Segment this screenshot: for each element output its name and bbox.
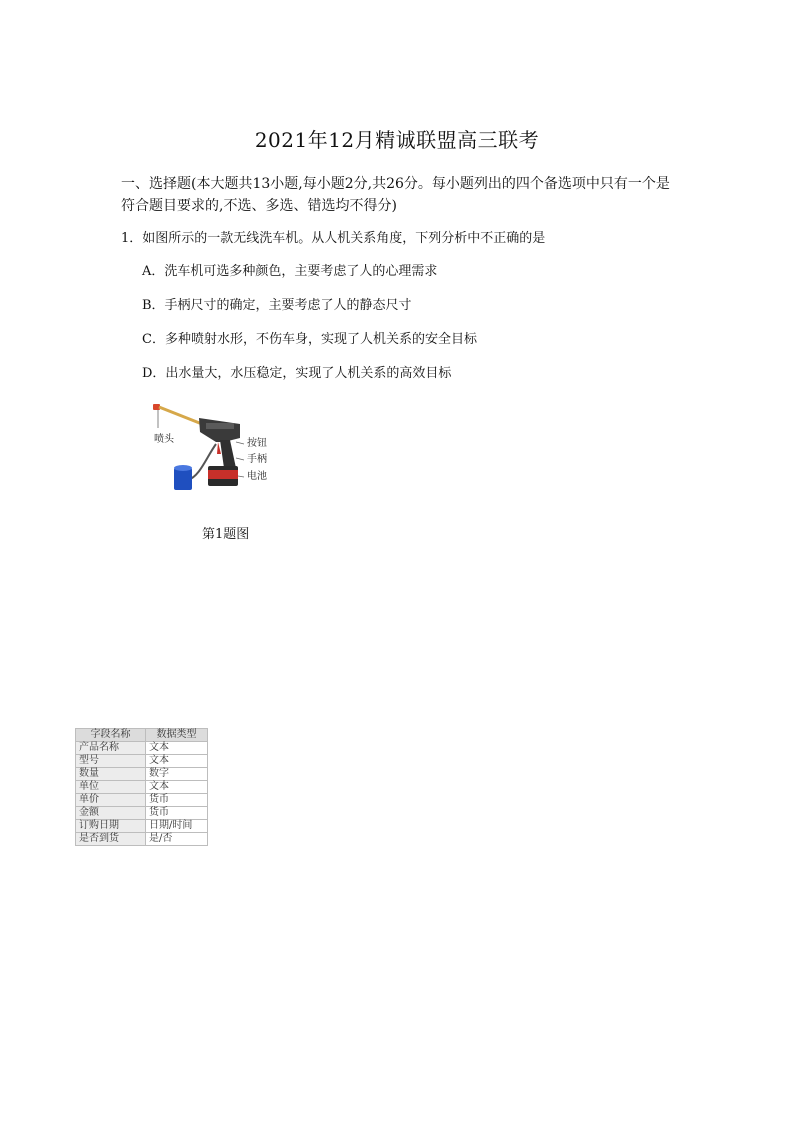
table-row: [76, 833, 208, 846]
page-title: 2021年12月精诚联盟高三联考: [254, 128, 540, 152]
table-cell-field-name: 数量: [76, 768, 146, 781]
table-cell-data-type: 货币: [146, 807, 208, 820]
table-cell-field-name: 金额: [76, 807, 146, 820]
gun-handle: [220, 440, 236, 468]
table-row: [76, 807, 208, 820]
question-1-option-a: A．洗车机可选多种颜色，主要考虑了人的心理需求: [142, 264, 438, 279]
section-instructions-line-1: 一、选择题(本大题共13小题,每小题2分,共26分。每小题列出的四个备选项中只有一个是: [121, 176, 670, 192]
table-cell-data-type: 文本: [146, 755, 208, 768]
table-row: [76, 768, 208, 781]
section-instructions-line-2: 符合题目要求的,不选、多选、错选均不得分): [121, 198, 397, 214]
table-cell-field-name: 是否到货: [76, 833, 146, 846]
table-row: [76, 820, 208, 833]
figure-label-battery: 电池: [247, 471, 267, 482]
table-cell-data-type: 文本: [146, 781, 208, 794]
table-row: [76, 742, 208, 755]
question-1-stem: 1．如图所示的一款无线洗车机。从人机关系角度，下列分析中不正确的是: [121, 231, 546, 246]
table-cell-field-name: 单价: [76, 794, 146, 807]
table-cell-field-name: 产品名称: [76, 742, 146, 755]
table-header-field-name: 字段名称: [76, 729, 146, 742]
figure-label-nozzle: 喷头: [154, 434, 174, 445]
gun-body: [199, 418, 240, 442]
table-cell-data-type: 货币: [146, 794, 208, 807]
question-1-option-c: C．多种喷射水形，不伤车身，实现了人机关系的安全目标: [142, 332, 477, 347]
field-definition-table: [75, 728, 208, 846]
table-row: [76, 794, 208, 807]
water-bucket: [174, 468, 192, 490]
table-row: [76, 755, 208, 768]
table-cell-data-type: 是/否: [146, 833, 208, 846]
question-1-figure: [144, 398, 284, 496]
table-cell-field-name: 订购日期: [76, 820, 146, 833]
table-cell-data-type: 日期/时间: [146, 820, 208, 833]
question-1-option-b: B．手柄尺寸的确定，主要考虑了人的静态尺寸: [142, 298, 412, 313]
gun-trigger: [217, 442, 221, 454]
table-header-data-type: 数据类型: [146, 729, 208, 742]
table-cell-data-type: 文本: [146, 742, 208, 755]
nozzle-rod: [159, 407, 202, 424]
table-cell-field-name: 单位: [76, 781, 146, 794]
figure-label-button: 按钮: [247, 438, 267, 449]
table-row: [76, 781, 208, 794]
nozzle-tip: [153, 404, 160, 410]
table-header-row: [76, 729, 208, 742]
figure-label-handle: 手柄: [247, 454, 267, 465]
question-1-option-d: D．出水量大，水压稳定，实现了人机关系的高效目标: [142, 366, 452, 381]
figure-caption: 第1题图: [202, 527, 250, 542]
section-instructions: [121, 173, 681, 217]
table-cell-data-type: 数字: [146, 768, 208, 781]
table-cell-field-name: 型号: [76, 755, 146, 768]
